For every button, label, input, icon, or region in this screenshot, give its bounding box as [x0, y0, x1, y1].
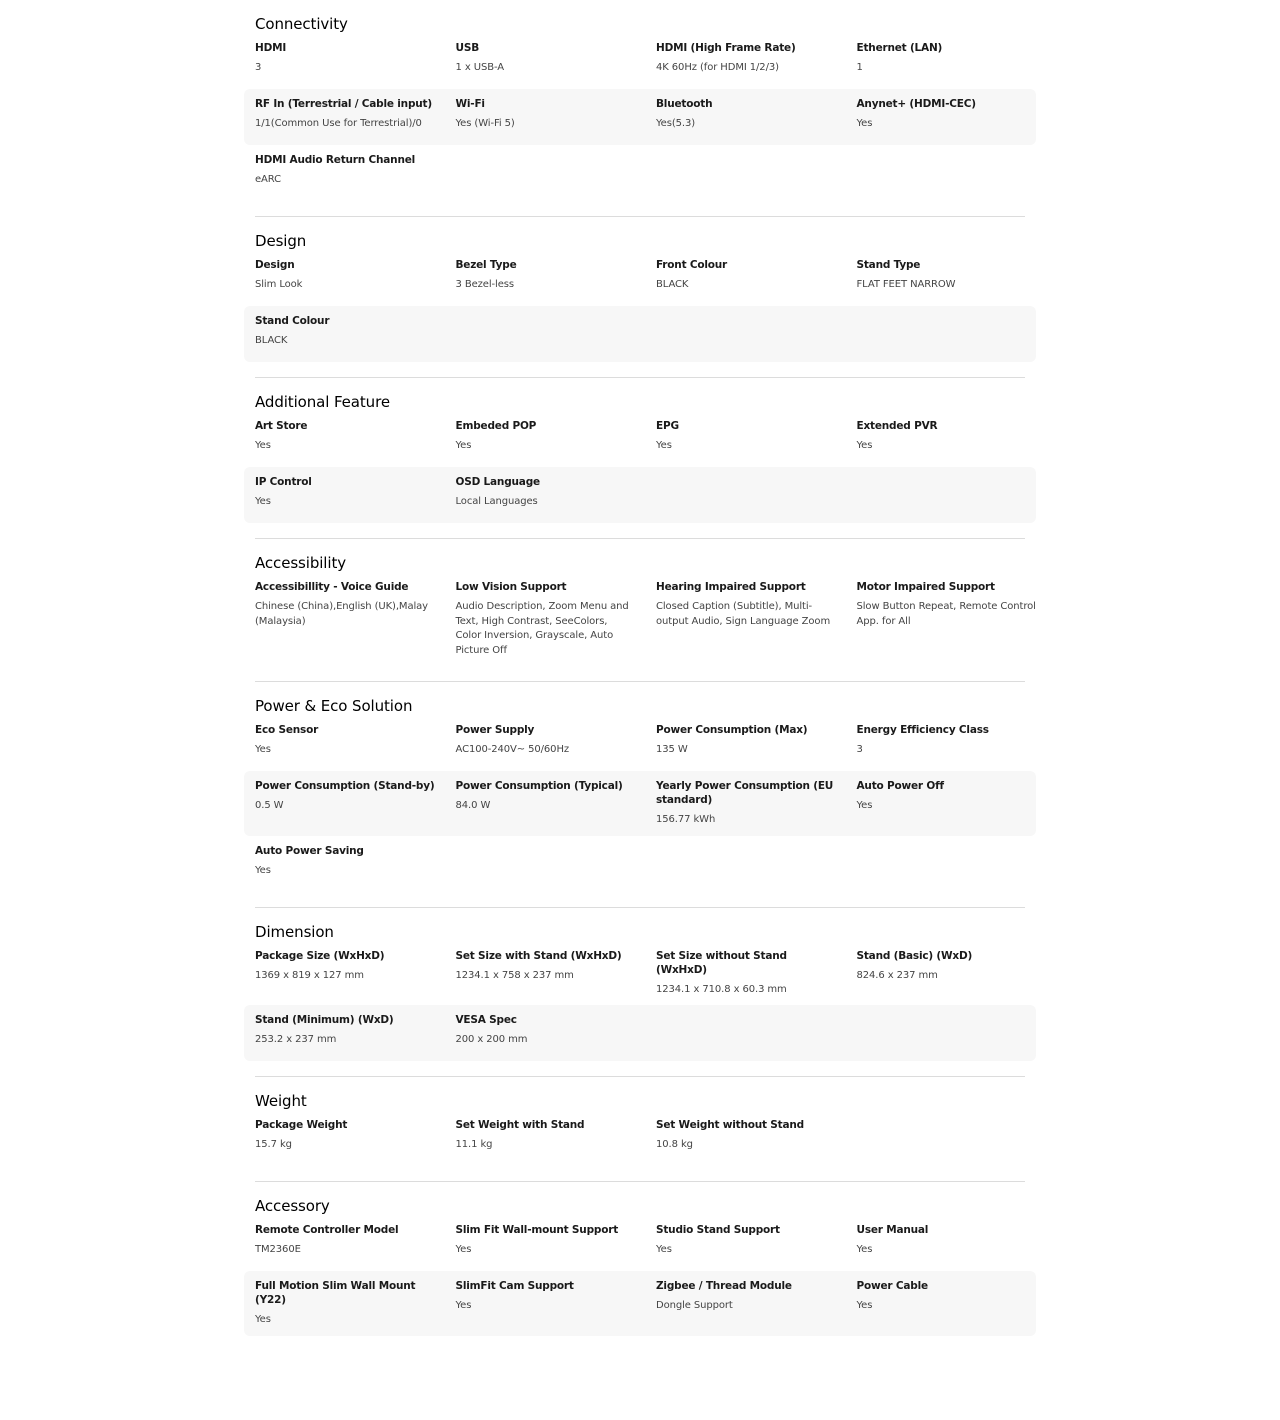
spec-item [456, 475, 657, 515]
spec-value: 200 x 200 mm [455, 1034, 528, 1045]
spec-item [656, 97, 857, 137]
spec-label: Package Size (WxHxD) [255, 949, 385, 962]
spec-value: AC100-240V~ 50/60Hz [455, 744, 570, 755]
spec-item [857, 41, 1058, 81]
spec-section-accessibility [244, 539, 1036, 682]
spec-item [656, 949, 857, 998]
spec-label: Art Store [255, 420, 308, 432]
spec-value: 15.7 kg [255, 1139, 292, 1150]
spec-value: Audio Description, Zoom Menu and Text, High Contrast, SeeColors, Color Inversion, Grayscale, Auto Picture Off [455, 601, 629, 656]
spec-label: Low Vision Support [455, 581, 567, 593]
spec-section-additional-feature [244, 378, 1036, 539]
spec-item [456, 1013, 657, 1053]
spec-label: Eco Sensor [255, 724, 319, 736]
spec-value: Yes [856, 1300, 873, 1311]
spec-value: Yes [856, 440, 873, 451]
spec-value: 84.0 W [455, 800, 491, 811]
spec-value: Yes [255, 744, 271, 755]
spec-value: 3 [255, 62, 262, 73]
spec-label: Hearing Impaired Support [656, 581, 806, 593]
spec-value: Yes [856, 800, 873, 811]
spec-row [244, 306, 1036, 362]
spec-item [255, 1279, 456, 1328]
spec-label: User Manual [856, 1224, 929, 1236]
spec-item [857, 779, 1058, 828]
spec-section-connectivity [244, 0, 1036, 217]
spec-value: Yes [255, 440, 271, 451]
spec-value: 10.8 kg [656, 1139, 693, 1150]
spec-item [456, 723, 657, 763]
spec-value: 4K 60Hz (for HDMI 1/2/3) [656, 62, 779, 73]
spec-item [857, 580, 1058, 658]
section-title: Accessory [255, 1197, 330, 1215]
spec-value: Yes [255, 1314, 271, 1325]
spec-label: Stand (Basic) (WxD) [856, 949, 973, 962]
section-title: Design [255, 232, 307, 250]
spec-label: Bezel Type [455, 259, 517, 271]
spec-value: Chinese (China),English (UK),Malay (Malaysia) [255, 601, 429, 627]
spec-label: HDMI Audio Return Channel [255, 154, 416, 166]
spec-item [456, 580, 657, 658]
spec-value: Slow Button Repeat, Remote Control App. for All [856, 601, 1036, 627]
spec-label: Motor Impaired Support [856, 581, 995, 593]
spec-value: Yes (Wi-Fi 5) [455, 118, 515, 129]
spec-label: Package Weight [255, 1119, 348, 1131]
spec-label: IP Control [255, 476, 312, 488]
spec-item [255, 314, 456, 354]
spec-value: Closed Caption (Subtitle), Multi-output Audio, Sign Language Zoom [656, 601, 831, 627]
spec-item [456, 97, 657, 137]
spec-label: Anynet+ (HDMI-CEC) [856, 98, 976, 110]
spec-item [456, 1118, 657, 1158]
section-title: Weight [255, 1092, 307, 1110]
spec-item [255, 475, 456, 515]
spec-value: 1/1(Common Use for Terrestrial)/0 [255, 118, 422, 129]
spec-label: Power Consumption (Stand-by) [255, 780, 435, 792]
spec-label: RF In (Terrestrial / Cable input) [255, 98, 432, 110]
spec-sheet [244, 0, 1036, 1336]
spec-row [244, 250, 1036, 306]
spec-value: 1234.1 x 758 x 237 mm [455, 969, 574, 981]
spec-value: 11.1 kg [455, 1139, 493, 1150]
spec-item [656, 1279, 857, 1328]
spec-value: 135 W [656, 744, 688, 755]
spec-value: 3 [856, 744, 863, 755]
spec-item [656, 1223, 857, 1263]
section-title: Dimension [255, 922, 334, 941]
spec-item [255, 153, 456, 193]
spec-label: Yearly Power Consumption (EU standard) [656, 780, 834, 806]
section-title: Accessibility [255, 554, 346, 572]
spec-value: 156.77 kWh [656, 814, 716, 825]
spec-value: 824.6 x 237 mm [856, 969, 938, 981]
spec-label: Auto Power Off [856, 780, 944, 792]
spec-item [255, 258, 456, 298]
spec-value: Yes(5.3) [656, 118, 696, 129]
spec-label: Stand (Minimum) (WxD) [255, 1014, 394, 1026]
spec-value: Yes [255, 864, 271, 876]
spec-item [456, 258, 657, 298]
spec-label: Full Motion Slim Wall Mount (Y22) [255, 1280, 416, 1306]
spec-item [255, 41, 456, 81]
spec-label: Bluetooth [656, 98, 713, 110]
spec-label: Set Size without Stand (WxHxD) [656, 949, 787, 976]
spec-label: OSD Language [455, 476, 540, 488]
spec-value: 1369 x 819 x 127 mm [255, 969, 364, 981]
spec-value: eARC [255, 174, 282, 185]
spec-item [255, 723, 456, 763]
spec-label: Accessibillity - Voice Guide [255, 581, 409, 593]
spec-item [857, 723, 1058, 763]
spec-row [244, 1110, 1036, 1166]
spec-item [255, 97, 456, 137]
spec-value: Yes [455, 440, 472, 451]
spec-section-power-eco-solution [244, 682, 1036, 908]
spec-label: Set Weight without Stand [656, 1119, 804, 1131]
section-title: Additional Feature [255, 393, 390, 411]
spec-label: Power Consumption (Max) [656, 724, 808, 736]
spec-item [255, 1013, 456, 1053]
spec-row [244, 1271, 1036, 1336]
spec-row [244, 1005, 1036, 1061]
spec-item [255, 1118, 456, 1158]
spec-item [656, 723, 857, 763]
spec-item [857, 258, 1058, 298]
spec-label: HDMI [255, 42, 287, 54]
spec-label: Stand Type [856, 259, 921, 271]
spec-label: EPG [656, 420, 679, 432]
spec-section-design [244, 217, 1036, 378]
section-title: Connectivity [255, 15, 348, 33]
spec-value: Yes [455, 1244, 472, 1255]
spec-value: Yes [656, 440, 672, 451]
spec-item [857, 1223, 1058, 1263]
spec-value: 0.5 W [255, 800, 284, 811]
spec-item [456, 419, 657, 459]
spec-label: Studio Stand Support [656, 1224, 780, 1236]
spec-item [656, 41, 857, 81]
spec-row [244, 771, 1036, 836]
spec-label: Remote Controller Model [255, 1224, 399, 1236]
spec-value: Yes [255, 496, 271, 507]
spec-row [244, 467, 1036, 523]
spec-item [857, 1279, 1058, 1328]
spec-label: USB [455, 42, 479, 54]
spec-label: Embeded POP [455, 420, 537, 432]
spec-value: 253.2 x 237 mm [255, 1034, 337, 1045]
spec-item [255, 1223, 456, 1263]
spec-item [456, 41, 657, 81]
spec-value: BLACK [656, 279, 689, 290]
spec-value: TM2360E [255, 1244, 301, 1255]
spec-value: Slim Look [255, 279, 303, 290]
spec-value: 1 [856, 62, 863, 73]
spec-item [656, 779, 857, 828]
section-title: Power & Eco Solution [255, 697, 413, 715]
spec-label: Energy Efficiency Class [856, 724, 989, 736]
spec-label: Stand Colour [255, 315, 330, 327]
spec-label: Set Size with Stand (WxHxD) [455, 949, 622, 962]
spec-label: Slim Fit Wall-mount Support [455, 1224, 619, 1236]
spec-label: Ethernet (LAN) [856, 42, 943, 54]
spec-section-accessory [244, 1182, 1036, 1336]
spec-section-weight [244, 1077, 1036, 1182]
spec-item [255, 580, 456, 658]
spec-label: Power Cable [856, 1280, 928, 1292]
spec-value: 1 x USB-A [455, 62, 504, 73]
spec-label: Design [255, 259, 295, 271]
spec-label: HDMI (High Frame Rate) [656, 42, 796, 54]
spec-value: 3 Bezel-less [455, 279, 514, 290]
spec-row [244, 941, 1036, 1006]
spec-row [244, 145, 1036, 201]
spec-label: Set Weight with Stand [455, 1119, 585, 1131]
spec-row [244, 715, 1036, 771]
spec-row [244, 33, 1036, 89]
spec-label: Power Supply [455, 724, 535, 736]
spec-row [244, 836, 1036, 892]
spec-item [456, 949, 657, 998]
spec-item [456, 1223, 657, 1263]
spec-item [656, 258, 857, 298]
spec-item [456, 779, 657, 828]
spec-item [456, 1279, 657, 1328]
spec-row [244, 411, 1036, 467]
spec-item [656, 1118, 857, 1158]
spec-label: SlimFit Cam Support [455, 1280, 574, 1292]
spec-item [857, 97, 1058, 137]
spec-label: VESA Spec [455, 1014, 517, 1026]
spec-section-dimension [244, 908, 1036, 1078]
spec-item [857, 949, 1058, 998]
spec-label: Power Consumption (Typical) [455, 780, 623, 792]
spec-label: Front Colour [656, 259, 728, 271]
spec-value: FLAT FEET NARROW [856, 279, 956, 290]
spec-item [255, 779, 456, 828]
spec-item [656, 580, 857, 658]
spec-label: Wi-Fi [455, 98, 485, 110]
spec-value: 1234.1 x 710.8 x 60.3 mm [656, 983, 787, 995]
spec-value: Yes [455, 1300, 472, 1311]
spec-item [255, 844, 456, 884]
spec-item [255, 949, 456, 998]
spec-row [244, 1215, 1036, 1271]
spec-value: Yes [856, 118, 873, 129]
spec-label: Extended PVR [856, 420, 938, 432]
spec-value: Dongle Support [656, 1300, 733, 1311]
spec-value: Local Languages [455, 496, 538, 507]
spec-item [857, 419, 1058, 459]
spec-label: Zigbee / Thread Module [656, 1280, 792, 1292]
spec-value: Yes [656, 1244, 672, 1255]
spec-value: Yes [856, 1244, 873, 1255]
spec-label: Auto Power Saving [255, 844, 364, 857]
spec-row [244, 572, 1036, 666]
spec-row [244, 89, 1036, 145]
spec-item [656, 419, 857, 459]
spec-value: BLACK [255, 335, 288, 346]
spec-item [255, 419, 456, 459]
